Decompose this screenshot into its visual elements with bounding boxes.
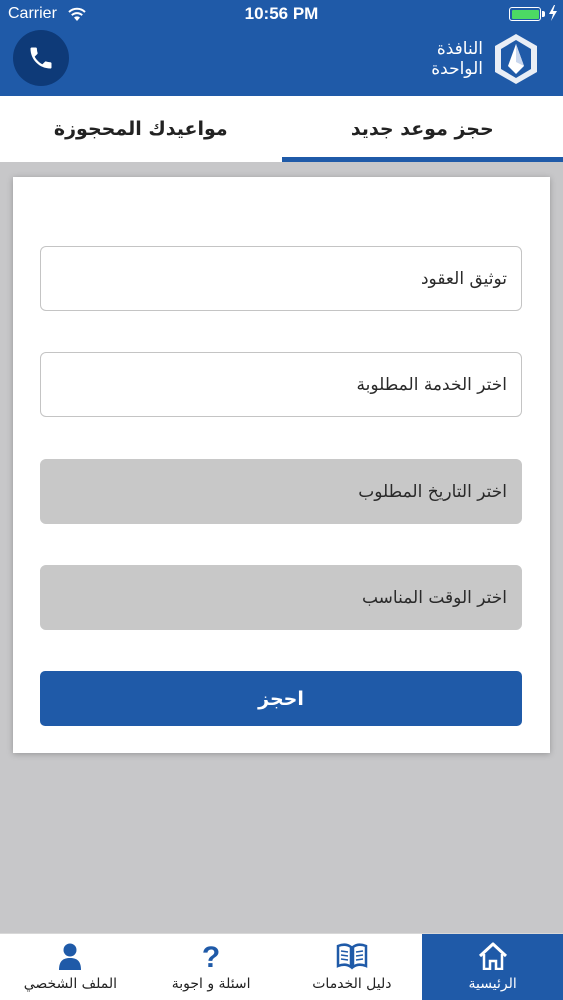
call-button[interactable] [13,30,69,86]
status-bar [0,0,563,28]
logo-line1: النافذة [436,39,483,59]
app-logo [431,32,541,86]
time-select[interactable]: اختر الوقت المناسب [40,565,522,630]
diamond-logo-icon [491,32,541,86]
bottom-nav [0,933,563,1000]
question-icon [195,942,227,970]
book-icon [336,942,368,970]
nav-profile-label: الملف الشخصي [23,976,118,992]
book-button[interactable]: احجز [40,671,522,726]
status-time: 10:56 PM [244,4,319,23]
battery-tip [542,11,545,17]
user-icon [54,942,86,970]
nav-home[interactable] [422,934,563,1000]
nav-services-guide[interactable] [282,934,423,1000]
charging-icon [548,5,558,21]
segment-tabs [0,96,563,162]
logo-text [431,39,483,79]
nav-services-guide-label: دليل الخدمات [312,976,392,992]
carrier-label: Carrier [8,5,57,22]
phone-icon [27,44,55,72]
nav-profile[interactable] [0,934,141,1000]
service-select[interactable]: اختر الخدمة المطلوبة [40,352,522,417]
svg-text:?: ? [201,942,221,970]
home-icon [477,942,509,970]
nav-home-label: الرئيسية [468,976,517,992]
department-field[interactable]: توثيق العقود [40,246,522,311]
tab-booked-appointments[interactable]: مواعيدك المحجوزة [53,118,228,140]
date-select[interactable]: اختر التاريخ المطلوب [40,459,522,524]
booking-form-card [13,177,550,753]
battery-icon [509,7,541,21]
nav-faq-label: اسئلة و اجوبة [171,976,251,992]
nav-faq[interactable] [141,934,282,1000]
app-header [0,28,563,96]
tab-new-appointment[interactable]: حجز موعد جديد [282,96,563,162]
battery-fill [512,10,539,19]
logo-line2: الواحدة [431,59,483,79]
